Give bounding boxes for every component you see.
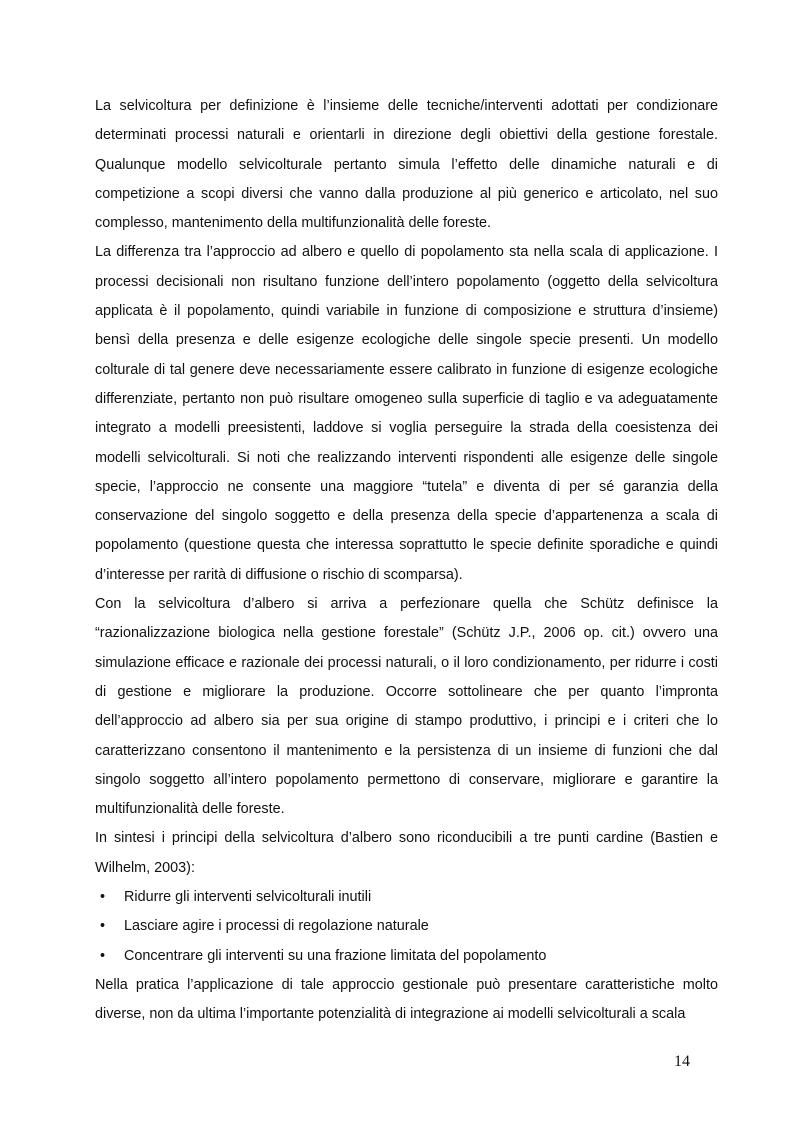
list-item-text: Lasciare agire i processi di regolazione naturale bbox=[124, 918, 429, 935]
paragraph-practice: Nella pratica l’applicazione di tale approccio gestionale può presentare caratteristiche molto diverse, non da ultima l’importante potenzialità di integrazione ai modelli selvicolturali a scala bbox=[95, 976, 718, 1023]
paragraph-principles-intro: In sintesi i principi della selvicoltura d’albero sono riconducibili a tre punti cardine (Bastien e Wilhelm, 2003): bbox=[95, 830, 718, 876]
page-body bbox=[95, 92, 718, 1030]
paragraph-scale-difference: La differenza tra l’approccio ad albero e quello di popolamento sta nella scala di applicazione. I processi decisionali non risultano funzione dell’intero popolamento (oggetto della selvicoltura applicata è il popolamento, quindi variabile in funzione di composizione e struttura d’insieme) bensì della presenza e delle esigenze ecologiche delle singole specie presenti. Un modello colturale di tal genere deve necessariamente essere calibrato in funzione di esigenze ecologiche differenziate, pertanto non può risultare omogeneo sulla superficie di taglio e va adeguatamente integrato a modelli preesistenti, laddove si voglia perseguire la strada della coesistenza dei modelli selvicolturali. Si noti che realizzando interventi rispondenti alle esigenze delle singole specie, l’approccio ne consente una maggiore “tutela” e diventa di per sé garanzia della conservazione del singolo soggetto e della presenza della specie d’appartenenza a scala di popolamento (questione questa che interessa soprattutto le specie definite sporadiche e quindi d’interesse per rarità di diffusione o rischio di scomparsa). bbox=[95, 244, 718, 583]
paragraph-schutz: Con la selvicoltura d’albero si arriva a perfezionare quella che Schütz definisce la “razionalizzazione biologica nella gestione forestale” (Schütz J.P., 2006 op. cit.) ovvero una simulazione efficace e razionale dei processi naturali, o il loro condizionamento, per ridurre i costi di gestione e migliorare la produzione. Occorre sottolineare che per quanto l’impronta dell’approccio ad albero sia per sua origine di stampo produttivo, i principi e i criteri che lo caratterizzano consentono il mantenimento e la persistenza di un insieme di funzioni che dal singolo soggetto all’intero popolamento permettono di conservare, migliorare e garantire la multifunzionalità delle foreste. bbox=[95, 596, 718, 818]
list-item bbox=[95, 883, 718, 912]
list-item-text: Ridurre gli interventi selvicolturali inutili bbox=[124, 889, 372, 906]
list-item-text: Concentrare gli interventi su una frazione limitata del popolamento bbox=[124, 947, 547, 964]
list-item bbox=[95, 942, 718, 971]
list-item bbox=[95, 912, 718, 941]
bullet-icon: • bbox=[100, 947, 106, 964]
paragraph-definition: La selvicoltura per definizione è l’insieme delle tecniche/interventi adottati per condizionare determinati processi naturali e orientarli in direzione degli obiettivi della gestione forestale. Qualunque modello selvicolturale pertanto simula l’effetto delle dinamiche naturali e di competizione a scopi diversi che vanno dalla produzione al più generico e articolato, nel suo complesso, mantenimento della multifunzionalità delle foreste. bbox=[95, 98, 718, 232]
bullet-icon: • bbox=[100, 889, 106, 906]
page-number: 14 bbox=[674, 1053, 690, 1070]
principles-list bbox=[95, 883, 718, 971]
bullet-icon: • bbox=[100, 918, 106, 935]
